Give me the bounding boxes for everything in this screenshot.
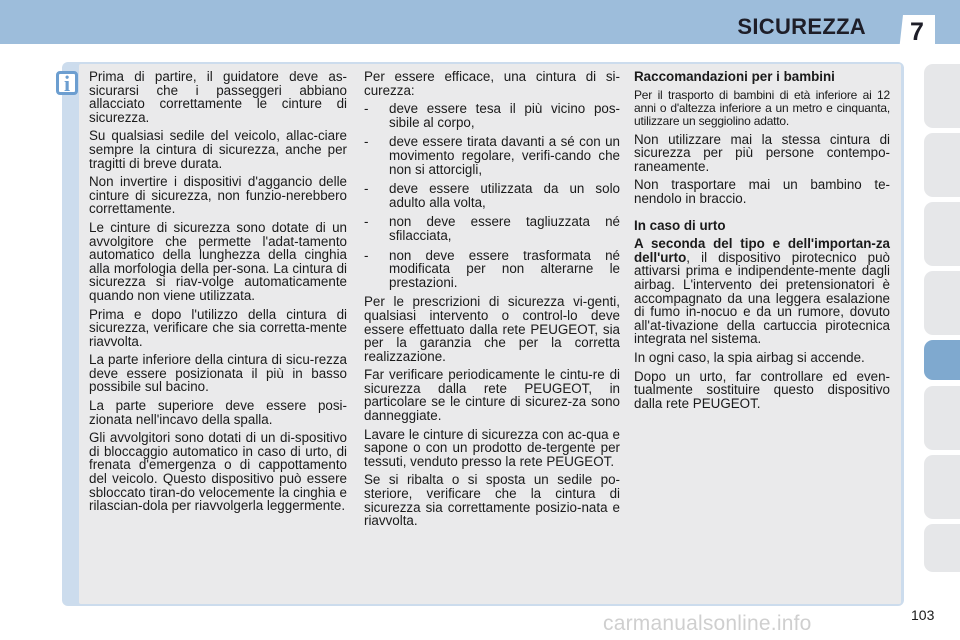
list-marker: - [364, 247, 369, 263]
section-title: SICUREZZA [737, 14, 866, 39]
paragraph: Dopo un urto, far controllare ed even-tualmente sostituire questo dispositivo dalla rete PEUGEOT. [634, 368, 890, 411]
paragraph: Se si ribalta o si sposta un sedile po-steriore, verificare che la cintura di sicurezza sia correttamente posizio-nata e riavvolta. [364, 472, 620, 529]
paragraph: Su qualsiasi sedile del veicolo, allac-ciare sempre la cintura di sicurezza, anche per tragitti di breve durata. [89, 128, 347, 171]
paragraph: Prima e dopo l'utilizzo della cintura di sicurezza, verificare che sia corretta-mente riavvolta. [89, 306, 347, 349]
watermark: carmanualsonline.info [603, 612, 812, 635]
column-right [634, 70, 890, 415]
page-number: 103 [911, 607, 935, 623]
paragraph: Prima di partire, il guidatore deve as-sicurarsi che i passeggeri abbiano allacciato correttamente le cinture di sicurezza. [89, 69, 347, 125]
list-item: - deve essere utilizzata da un solo adulto alla volta, [364, 181, 620, 210]
column-left [89, 70, 347, 518]
paragraph: Lavare le cinture di sicurezza con ac-qua e sapone o con un prodotto de-tergente per tessuti, venduto presso la rete PEUGEOT. [364, 426, 620, 469]
paragraph: Le cinture di sicurezza sono dotate di un avvolgitore che permette l'adat-tamento automatico della lunghezza della cinghia alla morfologia della per-sona. La cintura di sicurezza si riav-volge automaticamente quando non viene utilizzata. [89, 219, 347, 303]
list-marker: - [364, 101, 369, 117]
chapter-number: 7 [910, 18, 924, 46]
list-item: - deve essere tirata davanti a sé con un movimento regolare, verifi-cando che non si attorcigli, [364, 134, 620, 177]
chapter-badge [897, 13, 937, 53]
heading-collision: In caso di urto [634, 217, 726, 233]
requirement-list [364, 102, 620, 289]
emphasis: A seconda del tipo e dell'importan-za dell'urto [634, 236, 890, 265]
paragraph: Per il trasporto di bambini di età inferiore ai 12 anni o d'altezza inferiore a un metro e cinquanta, utilizzare un seggiolino adatto. [634, 87, 890, 128]
list-marker: - [364, 134, 369, 150]
paragraph: La parte superiore deve essere posi-zionata nell'incavo della spalla. [89, 398, 347, 427]
paragraph: Non trasportare mai un bambino te-nendolo in braccio. [634, 177, 890, 206]
paragraph: Gli avvolgitori sono dotati di un di-spositivo di bloccaggio automatico in caso di urto, di frenata d'emergenza o di cappottamento del veicolo. Questo dispositivo può essere sbloccato tiran-do velocemente la cinghia e rilascian-dola per riavvolgerla leggermente. [89, 430, 347, 514]
info-icon: i [56, 71, 78, 95]
list-marker: - [364, 181, 369, 197]
side-tab[interactable] [924, 64, 960, 128]
paragraph: Non invertire i dispositivi d'aggancio delle cinture di sicurezza, non funzio-nerebbero correttamente. [89, 174, 347, 217]
side-tab[interactable] [924, 524, 960, 572]
list-item: - non deve essere trasformata né modificata per non alterarne le prestazioni. [364, 247, 620, 290]
side-tab[interactable] [924, 271, 960, 335]
paragraph: Per essere efficace, una cintura di si-curezza: [364, 69, 620, 98]
paragraph: In ogni caso, la spia airbag si accende. [634, 349, 865, 365]
paragraph: Non utilizzare mai la stessa cintura di sicurezza per più persone contempo-raneamente. [634, 131, 890, 174]
side-tab[interactable] [924, 202, 960, 266]
heading-children: Raccomandazioni per i bambini [634, 69, 835, 84]
side-tab-active[interactable] [924, 340, 960, 380]
paragraph: Far verificare periodicamente le cintu-re di sicurezza dalla rete PEUGEOT, in particolare se le cinture di sicurez-za sono danneggiate. [364, 367, 620, 424]
side-tab[interactable] [924, 133, 960, 197]
column-middle [364, 70, 620, 533]
list-marker: - [364, 214, 369, 230]
paragraph: A seconda del tipo e dell'importan-za dell'urto, il dispositivo pirotecnico può attivarsi prima e indipendente-mente dagli airbag. L'intervento dei pretensionatori è accompagnato da una leggera esalazione di fumo in-nocuo e da un rumore, dovuto all'at-tivazione della cartuccia pirotecnica integrata nel sistema. [634, 236, 890, 347]
side-tab[interactable] [924, 386, 960, 450]
paragraph: Per le prescrizioni di sicurezza vi-genti, qualsiasi intervento o control-lo deve essere effettuato dalla rete PEUGEOT, sia per la garanzia che per la corretta realizzazione. [364, 294, 620, 364]
list-item: - deve essere tesa il più vicino pos-sibile al corpo, [364, 101, 620, 130]
side-tab[interactable] [924, 455, 960, 519]
list-item: - non deve essere tagliuzzata né sfilacciata, [364, 214, 620, 243]
paragraph: La parte inferiore della cintura di sicu-rezza deve essere posizionata il più in basso possibile sul bacino. [89, 352, 347, 395]
